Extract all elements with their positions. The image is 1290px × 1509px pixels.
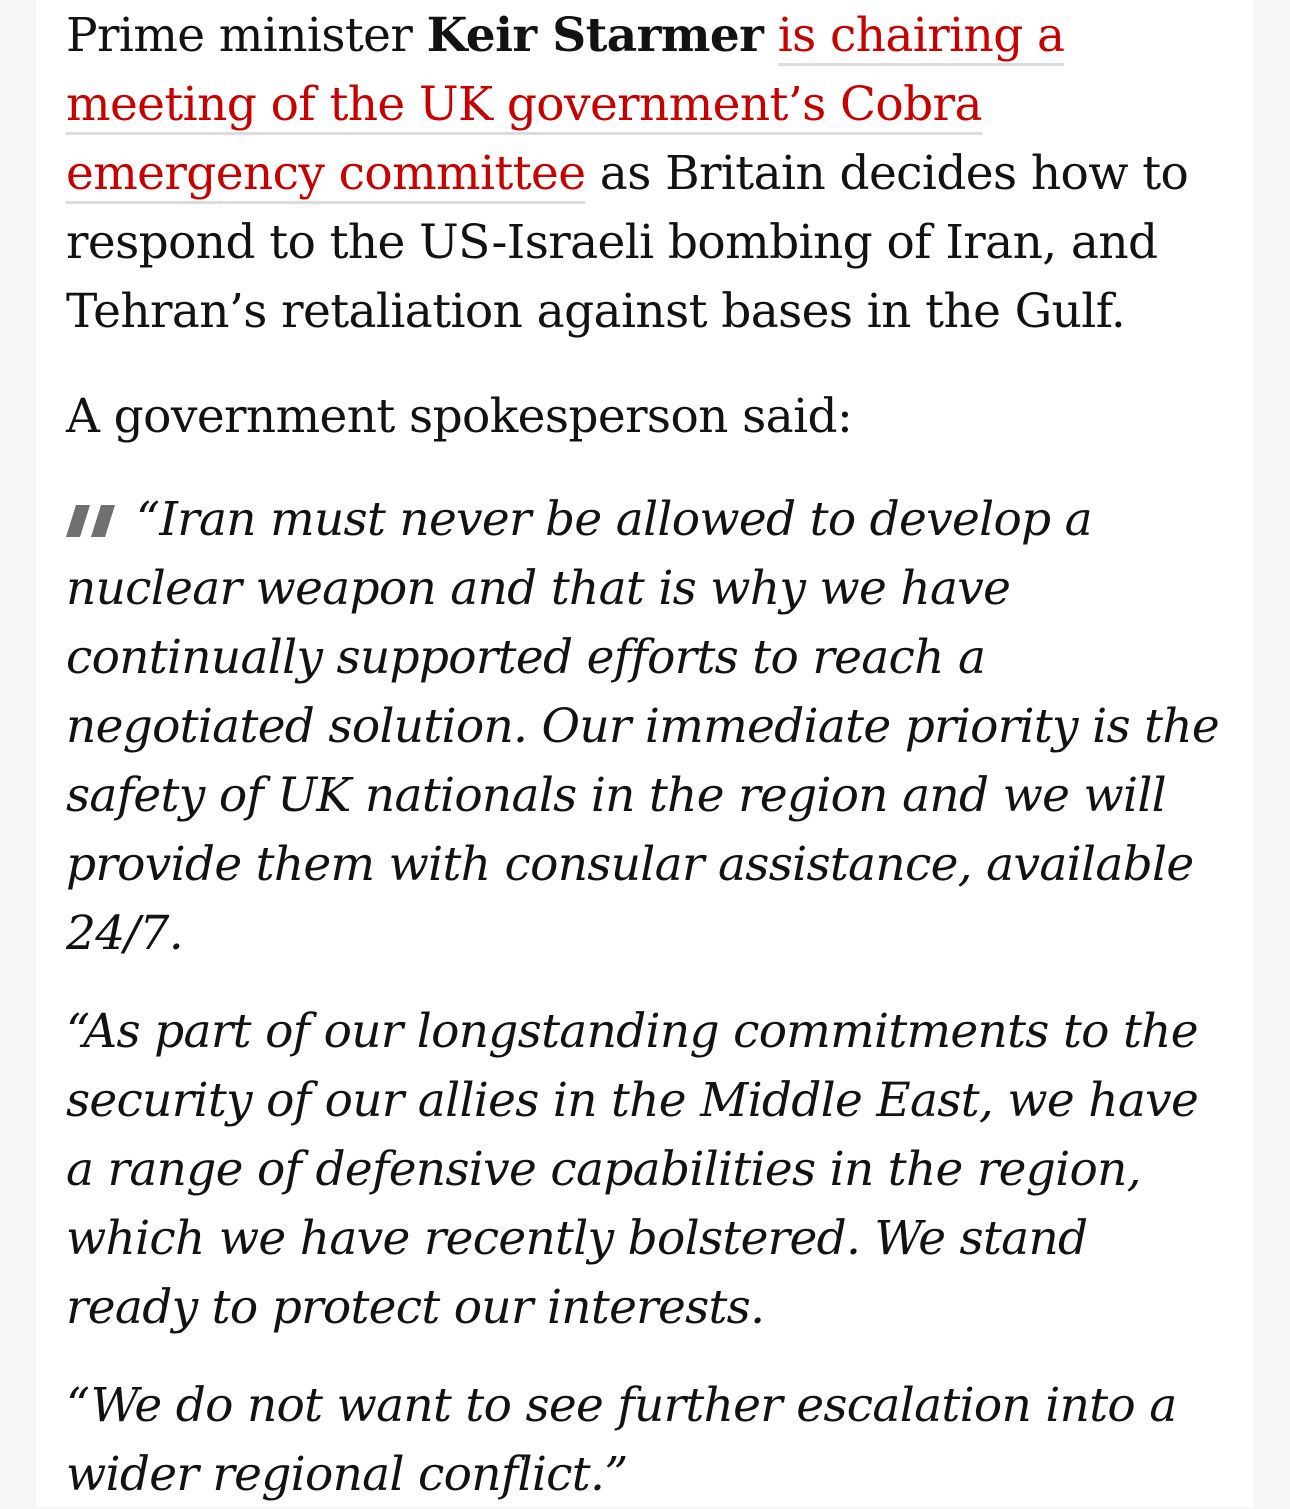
intro-space [763, 8, 777, 63]
quote-paragraph-2: “As part of our longstanding commitments to the security of our allies in the Middle East, we have a range of defensive capabilities in the region, which we have recently bolstered. We stand ready to protect our interests. [66, 1004, 1199, 1335]
quote-mark-icon [66, 505, 118, 537]
cobra-meeting-link[interactable]: is chairing a meeting of the UK government’s Cobra emergency committee [66, 8, 1064, 204]
quote-text-1: “Iran must never be allowed to develop a nuclear weapon and that is why we have continually supported efforts to reach a negotiated solution. Our immediate priority is the safety of UK nationals in the region and we will provide them with consular assistance, available 24/7. [66, 492, 1220, 961]
intro-paragraph [66, 0, 1231, 346]
spokesperson-lead: A government spokesperson said: [66, 389, 853, 444]
article-body [66, 0, 1231, 1509]
intro-suffix: as Britain decides how to respond to the US-Israeli bombing of Iran, and Tehran’s retaliation against bases in the Gulf. [66, 146, 1189, 339]
intro-prefix: Prime minister [66, 8, 427, 63]
article-column [36, 0, 1254, 1507]
quote-paragraph-3: “We do not want to see further escalation into a wider regional conflict.” [66, 1378, 1177, 1502]
quote-paragraph-1 [66, 485, 1231, 968]
intro-name: Keir Starmer [426, 8, 764, 63]
